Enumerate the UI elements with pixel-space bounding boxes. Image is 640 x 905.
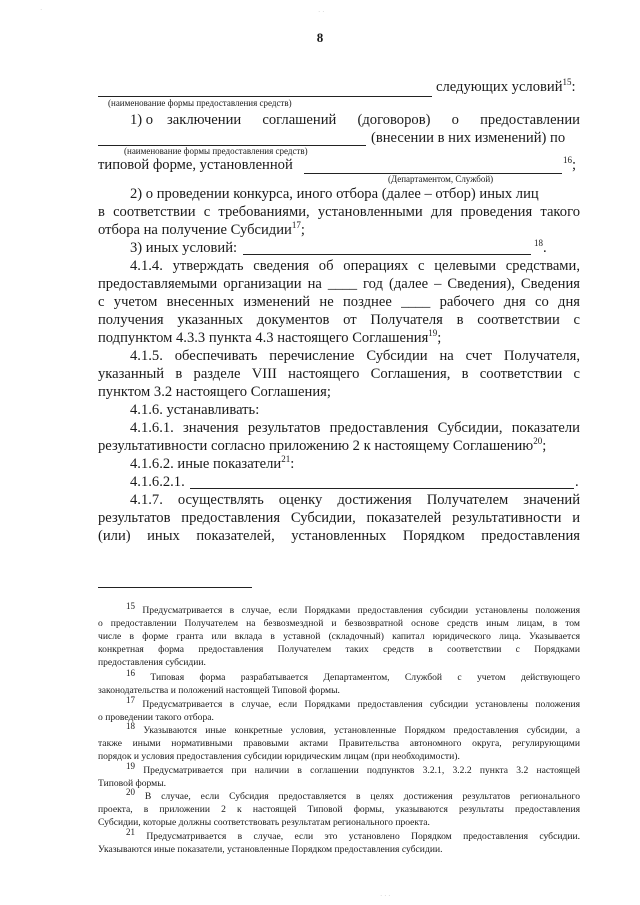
body-line: заключении соглашений (договоров) о предоставлении — [167, 112, 580, 128]
footnote-line: проекта, в приложении 2 к настоящей Типовой формы, указываются результаты предоставления — [98, 804, 580, 815]
body-line: . — [575, 474, 579, 490]
footnote-21: $^{21}$ Предусматривается в случае, если это установлено Порядком предоставления субсидии. — [126, 826, 581, 842]
body-line: 4.1.7. осуществлять оценку достижения Получателем значений — [130, 492, 580, 508]
caption: (наименование формы предоставления средств) — [124, 146, 308, 156]
footnote-line: также иными нормативными правовыми актами Правительства автономного округа, регулирующими — [98, 738, 580, 749]
body-line: 4.1.5. обеспечивать перечисление Субсидии на счет Получателя, — [130, 348, 580, 364]
footnote-line: о предоставлении Получателем на безвозмездной и безвозвратной основе средств иным лицам, в том — [98, 618, 580, 629]
blank-form-line — [98, 96, 432, 97]
footnote-16: $^{16}$ Типовая форма разрабатывается Департаментом, Службой с учетом действующего — [126, 667, 580, 683]
body-line: результативности согласно приложению 2 к настоящему Соглашению$^{20}$; — [98, 436, 547, 454]
footnote-17: $^{17}$ Предусматривается в случае, если Порядками предоставления субсидии установлены положения — [126, 694, 580, 710]
body-line: типовой форме, установленной — [98, 157, 293, 173]
blank-conditions-line — [243, 254, 531, 255]
body-line: 4.1.6.2.1. — [130, 474, 185, 490]
footnote-19: $^{19}$ Предусматривается при наличии в соглашении подпунктов 3.2.1, 3.2.2 пункта 3.2 настоящей — [126, 760, 580, 776]
body-line: результатов предоставления Субсидии, показателей результативности и — [98, 510, 580, 526]
body-line: 4.1.6.2. иные показатели$^{21}$: — [130, 454, 295, 472]
footnote-line: конкретная форма предоставления Получателем таких средств в соответствии с Порядками — [98, 644, 580, 655]
body-line: предоставляемыми организации на ____ год (далее – Сведения), Сведения — [98, 276, 580, 292]
footnote-line: Указываются иные показатели, установленные Порядком предоставления субсидии. — [98, 844, 443, 855]
body-line: 1) о — [130, 112, 154, 128]
caption: (наименование формы предоставления средств) — [108, 98, 292, 108]
footnote-15: $^{15}$ Предусматривается в случае, если Порядками предоставления субсидии установлены положения — [126, 600, 580, 616]
footnote-line: числе в форме гранта или вклада в уставной (складочный) капитал юридического лица. Указывается — [98, 631, 580, 642]
body-line: подпунктом 4.3.3 пункта 4.3 настоящего Соглашения$^{19}$; — [98, 328, 442, 346]
body-line: 2) о проведении конкурса, иного отбора (далее – отбор) иных лиц — [130, 186, 539, 202]
footnote-line: законодательства и положений настоящей Типовой формы. — [98, 685, 340, 696]
footnote-line: Типовой формы. — [98, 778, 167, 789]
body-line: (или) иных показателей, установленных Порядком предоставления — [98, 528, 580, 544]
body-line: 3) иных условий: — [130, 240, 238, 256]
body-line: (внесении в них изменений) по — [371, 130, 566, 146]
body-line: 4.1.6.1. значения результатов предоставления Субсидии, показатели — [130, 420, 580, 436]
body-line: 4.1.4. утверждать сведения об операциях с целевыми средствами, — [130, 258, 580, 274]
body-line: указанный в разделе VIII настоящего Соглашения, в соответствии с — [98, 366, 580, 382]
page-number: 8 — [316, 30, 324, 45]
body-line: $^{18}$. — [534, 238, 547, 256]
footnote-separator — [98, 587, 252, 588]
blank-indicator-line — [190, 488, 574, 489]
body-line: 4.1.6. устанавливать: — [130, 402, 260, 418]
body-line: $^{16}$; — [563, 155, 577, 173]
footnote-20: $^{20}$ В случае, если Субсидия предоставляется в целях достижения результатов регионального — [126, 786, 580, 802]
footnote-18: $^{18}$ Указываются иные конкретные условия, установленные Порядком предоставления субсидии, а — [126, 720, 580, 736]
scan-noise: · — [40, 6, 43, 14]
scan-noise: · · — [318, 8, 325, 16]
footnote-line: порядок и условия предоставления субсидии юридическим лицам (при необходимости). — [98, 751, 460, 762]
body-line: отбора на получение Субсидии$^{17}$; — [98, 220, 305, 238]
footnote-line: Субсидии, которые должны соответствовать результатам регионального проекта. — [98, 817, 430, 828]
body-line: получения указанных документов от Получателя в соответствии с — [98, 312, 580, 328]
body-line: следующих условий$^{15}$: — [436, 77, 576, 95]
caption: (Департаментом, Службой) — [388, 174, 494, 184]
body-line: с учетом внесенных изменений не позднее ____ рабочего дня со дня — [98, 294, 580, 310]
body-line: в соответствии с требованиями, установленными для проведения такого — [98, 204, 580, 220]
body-line: пунктом 3.2 настоящего Соглашения; — [98, 384, 331, 400]
scan-noise: · · · — [380, 892, 391, 900]
footnote-line: о проведении такого отбора. — [98, 712, 214, 723]
footnote-line: предоставления субсидии. — [98, 657, 206, 668]
